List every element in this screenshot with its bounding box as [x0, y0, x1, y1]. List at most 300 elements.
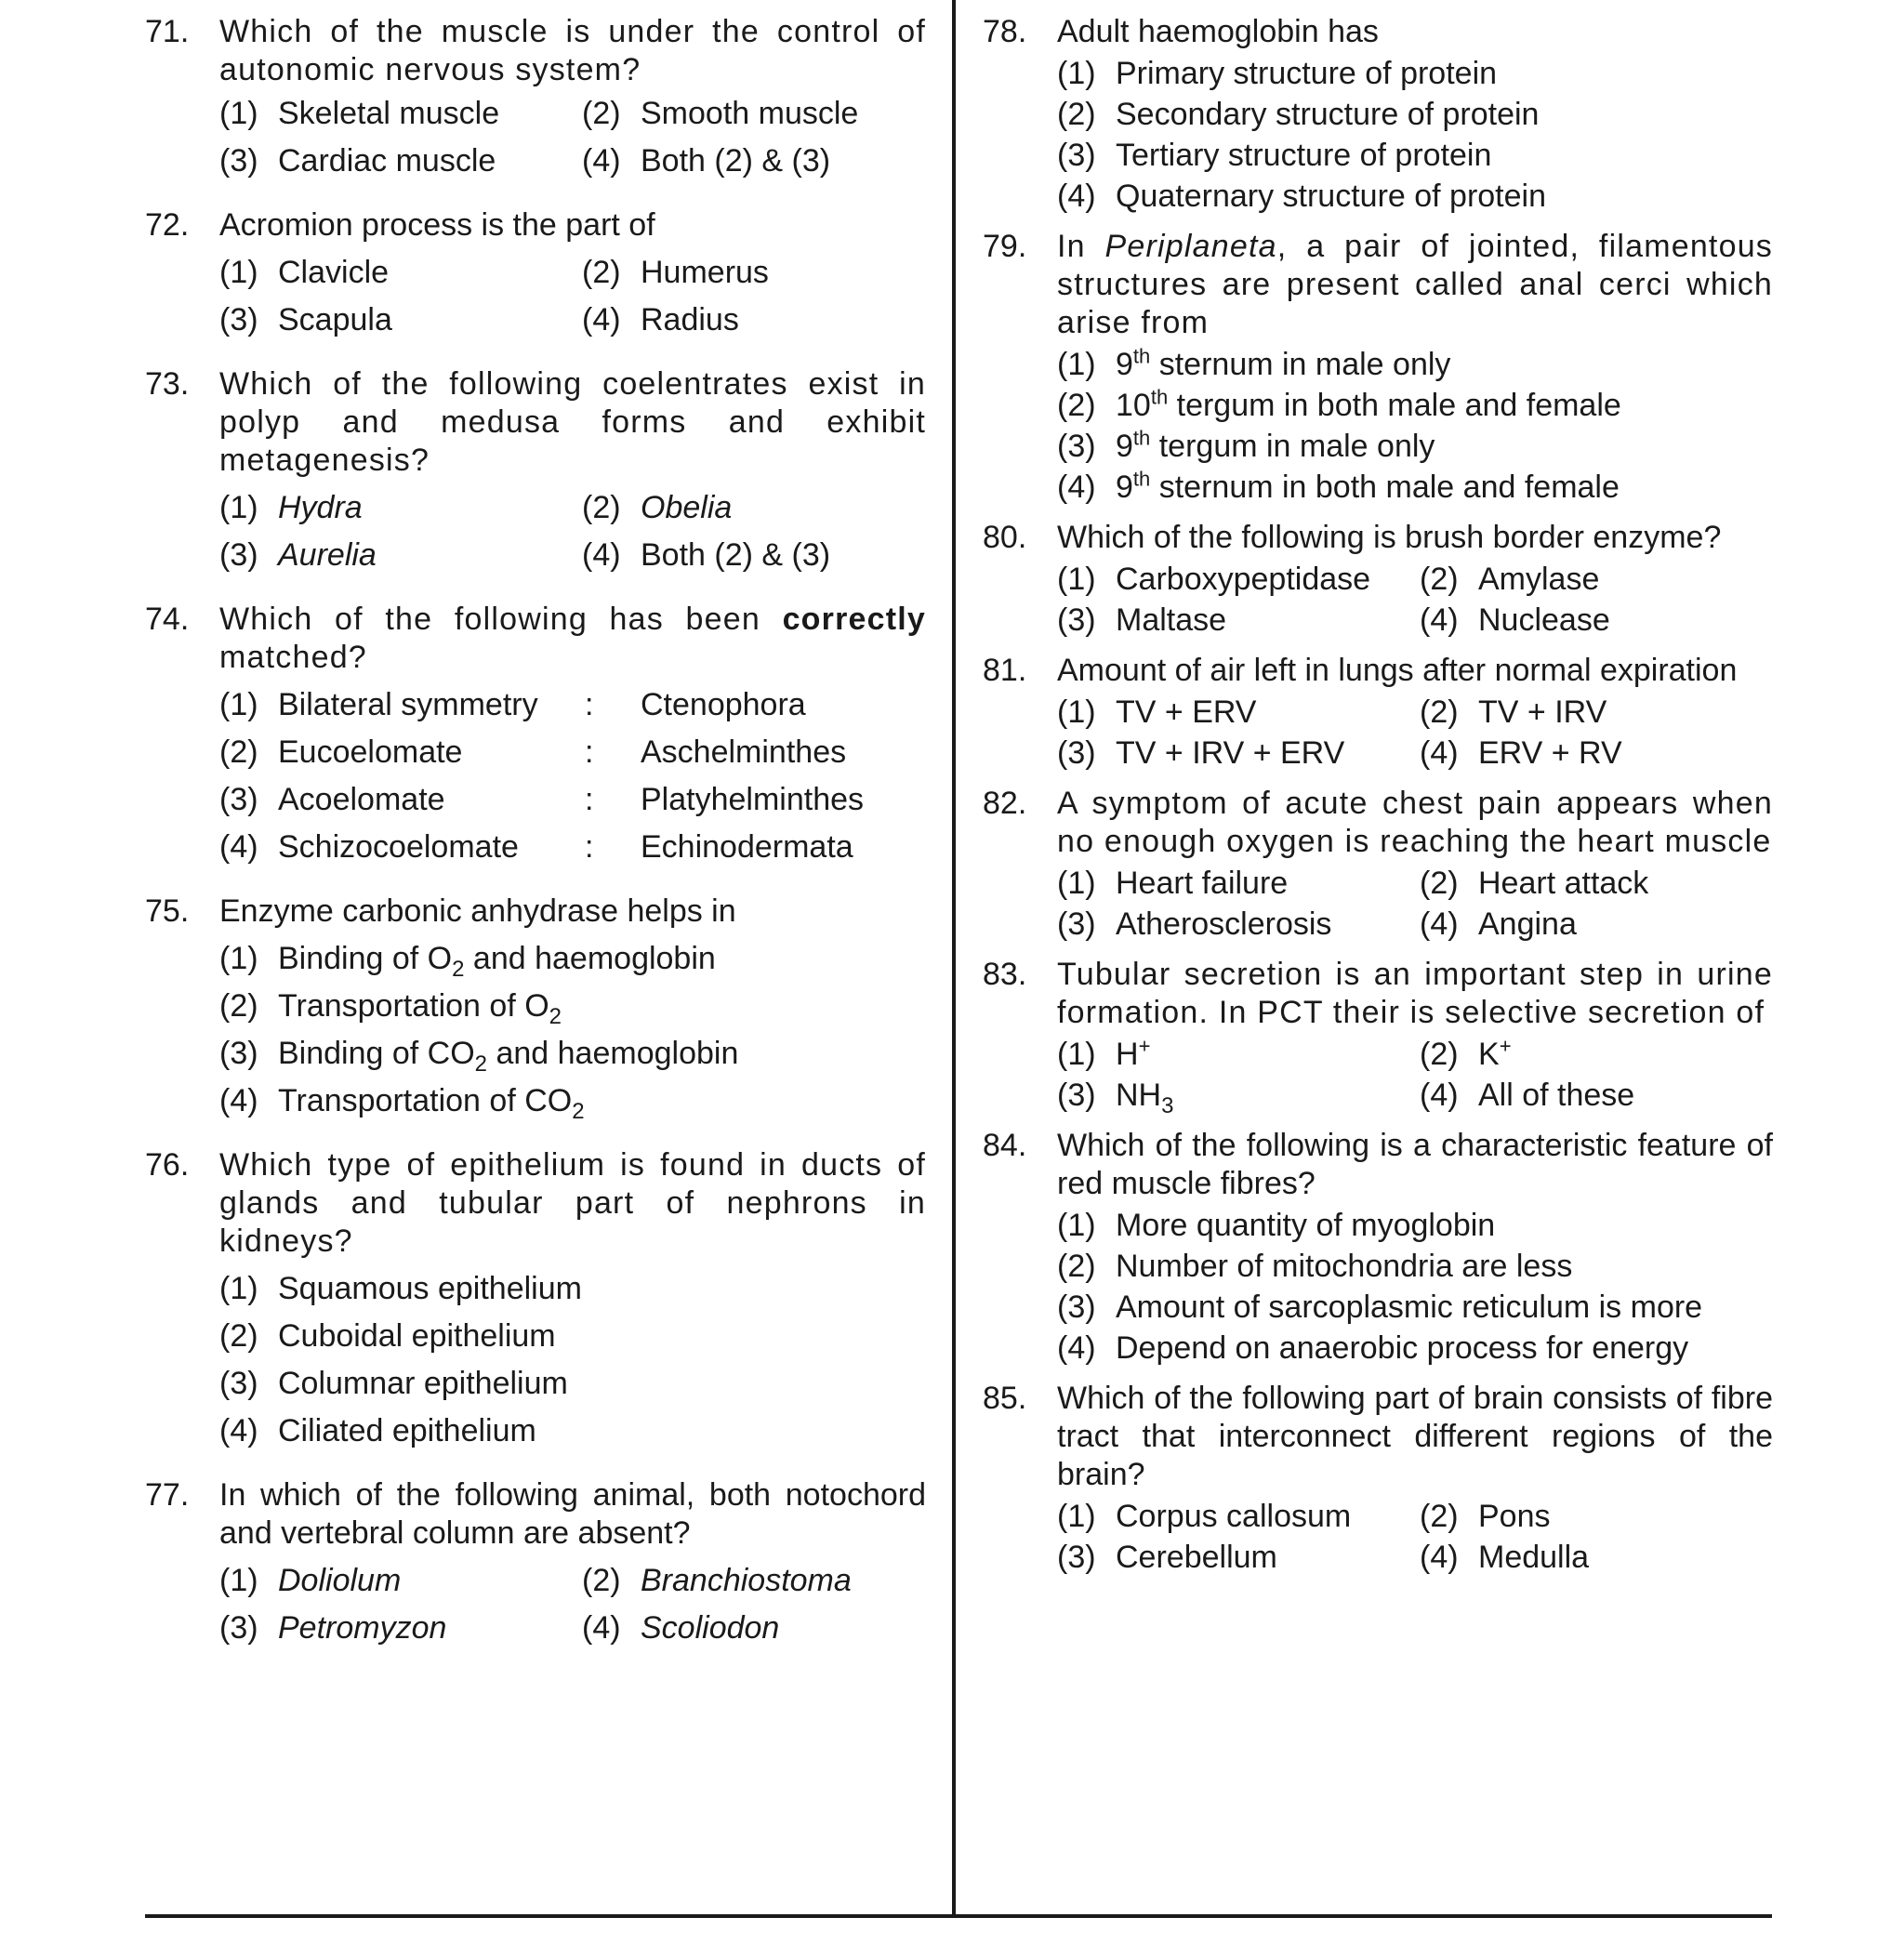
option-text-main: Depend on anaerobic process for energy — [1116, 1330, 1689, 1366]
option — [219, 142, 582, 190]
question-text-main: Which of the following is brush border enzyme? — [1057, 520, 1722, 555]
superscript: + — [1499, 1034, 1512, 1058]
question — [983, 1127, 1773, 1370]
subscript: 2 — [549, 1003, 562, 1029]
option-number: (1) — [1057, 1037, 1096, 1072]
question — [983, 652, 1773, 775]
option-number: (3) — [219, 302, 258, 337]
subscript: 2 — [474, 1051, 488, 1077]
option-text — [1116, 97, 1539, 132]
options — [1057, 865, 1773, 946]
option-text — [641, 255, 769, 290]
option-text — [1116, 1330, 1688, 1366]
option-text — [278, 302, 392, 337]
option-text-main: Heart failure — [1116, 866, 1289, 901]
option-number: (4) — [582, 537, 621, 573]
question-text-main: Amount of air left in lungs after normal expiration — [1057, 653, 1738, 688]
option — [1057, 1248, 1773, 1289]
option-number: (4) — [1420, 1078, 1459, 1113]
option — [219, 1609, 582, 1657]
question-text — [219, 1476, 926, 1553]
option-number: (4) — [219, 1413, 258, 1448]
option-text — [1116, 56, 1497, 91]
option-text — [1478, 1540, 1589, 1575]
question-text — [219, 13, 926, 89]
option — [219, 301, 582, 349]
option — [219, 536, 582, 584]
option-text-rest: tergum in male only — [1150, 429, 1435, 464]
question-text — [1057, 785, 1773, 861]
option — [1057, 96, 1773, 137]
question-number: 85. — [983, 1381, 1027, 1416]
question-number: 82. — [983, 786, 1027, 821]
option-text — [1116, 1249, 1572, 1284]
question-number: 73. — [145, 366, 190, 402]
option-text — [1116, 179, 1546, 214]
question-text-main: Which of the following part of brain consists of fibre tract that interconnect different regions of the brain? — [1057, 1381, 1773, 1492]
option-number: (2) — [1420, 1499, 1459, 1534]
match-separator: : — [585, 782, 594, 817]
option-text — [278, 1271, 582, 1306]
superscript: + — [1138, 1034, 1151, 1058]
question-text — [1057, 13, 1773, 51]
option-text-main: Atherosclerosis — [1116, 906, 1332, 942]
question-text — [1057, 519, 1773, 557]
match-term: Schizocoelomate — [278, 829, 519, 865]
question-text-main: Which type of epithelium is found in ducts of glands and tubular part of nephrons in kidneys? — [219, 1147, 926, 1259]
option — [1057, 469, 1773, 509]
superscript: th — [1132, 344, 1151, 368]
option-number: (2) — [219, 734, 258, 770]
match-answer: Echinodermata — [641, 829, 853, 865]
option-text — [278, 1318, 556, 1354]
option-text — [278, 1413, 536, 1448]
options — [219, 95, 926, 190]
question-text-main: Adult haemoglobin has — [1057, 14, 1379, 49]
left-column — [145, 13, 926, 1657]
subscript: 2 — [572, 1098, 585, 1124]
question-text-main: Enzyme carbonic anhydrase helps in — [219, 893, 736, 929]
option-text-main: Humerus — [641, 255, 769, 290]
option — [1057, 694, 1420, 734]
option-text — [278, 1366, 568, 1401]
option-text-main: All of these — [1478, 1078, 1635, 1113]
option — [1057, 1036, 1420, 1077]
option-number: (4) — [219, 1083, 258, 1118]
option-text-rest: and haemoglobin — [464, 941, 716, 976]
match-answer: Platyhelminthes — [641, 782, 865, 817]
question-text-before: In — [1057, 229, 1105, 264]
option-text-rest: tergum in both male and female — [1168, 388, 1621, 423]
option — [582, 254, 926, 301]
option-text-main: Angina — [1478, 906, 1577, 942]
option-text — [1478, 602, 1610, 638]
question-number: 81. — [983, 653, 1027, 688]
question-text — [1057, 956, 1773, 1032]
option-number: (3) — [219, 1366, 258, 1401]
option — [1420, 694, 1773, 734]
question-text — [219, 206, 926, 245]
option-text-main: Quaternary structure of protein — [1116, 179, 1547, 214]
option-text — [1116, 138, 1491, 173]
option-text — [1116, 469, 1620, 505]
option — [1057, 561, 1420, 602]
option-text-main: 9 — [1116, 347, 1133, 382]
options — [219, 940, 926, 1130]
option — [1057, 865, 1420, 906]
option-number: (1) — [219, 96, 258, 131]
option-text-main: Corpus callosum — [1116, 1499, 1352, 1534]
option-number: (4) — [582, 143, 621, 179]
options — [1057, 346, 1773, 509]
option — [1420, 1036, 1773, 1077]
option-number: (4) — [1420, 735, 1459, 771]
match-row — [219, 828, 926, 876]
option — [1057, 906, 1420, 946]
option-text-main: Nuclease — [1478, 602, 1610, 638]
option-text — [278, 143, 496, 179]
option-text — [278, 96, 499, 131]
question-text — [1057, 652, 1773, 690]
option — [219, 1412, 926, 1460]
option-text-main: Branchiostoma — [641, 1563, 852, 1598]
option-text-main: Secondary structure of protein — [1116, 97, 1540, 132]
option-text-main: Transportation of O — [278, 988, 549, 1024]
option-text-main: Maltase — [1116, 602, 1227, 638]
option-number: (3) — [1057, 602, 1096, 638]
option-text-main: 9 — [1116, 469, 1133, 505]
options — [219, 489, 926, 584]
option-text — [1116, 344, 1451, 382]
option-number: (2) — [1420, 694, 1459, 730]
option-text-main: Scapula — [278, 302, 392, 337]
question — [145, 13, 926, 190]
option — [1057, 734, 1420, 775]
option-text-main: Radius — [641, 302, 739, 337]
question-text — [219, 893, 926, 931]
option-number: (1) — [1057, 56, 1096, 91]
option-number: (3) — [219, 1036, 258, 1071]
option-text — [1116, 1034, 1151, 1072]
option — [582, 1562, 926, 1609]
option-number: (4) — [1057, 1330, 1096, 1366]
option-text — [1478, 735, 1622, 771]
question-text-main: Which of the following coelentrates exist in polyp and medusa forms and exhibit metagenesis? — [219, 366, 926, 478]
question — [145, 893, 926, 1130]
option-text-main: Squamous epithelium — [278, 1271, 582, 1306]
option — [1420, 561, 1773, 602]
option — [219, 940, 926, 987]
option-text-main: 9 — [1116, 429, 1133, 464]
subscript: 2 — [452, 956, 465, 982]
option-text — [1478, 1499, 1551, 1534]
option-number: (1) — [219, 1271, 258, 1306]
option-text-main: H — [1116, 1037, 1139, 1072]
question — [145, 365, 926, 584]
option-number: (3) — [1057, 735, 1096, 771]
option-number: (3) — [1057, 1289, 1096, 1325]
option-text-main: Both (2) & (3) — [641, 143, 831, 179]
options — [219, 1562, 926, 1657]
option-number: (1) — [1057, 1499, 1096, 1534]
option-number: (2) — [582, 1563, 621, 1598]
question-number: 83. — [983, 957, 1027, 992]
option-number: (1) — [1057, 1208, 1096, 1243]
question-text — [1057, 228, 1773, 342]
option-text-main: Both (2) & (3) — [641, 537, 831, 573]
option-text-main: More quantity of myoglobin — [1116, 1208, 1496, 1243]
option-text — [1116, 1208, 1495, 1243]
question-number: 71. — [145, 14, 190, 49]
option-number: (3) — [1057, 138, 1096, 173]
option — [582, 1609, 926, 1657]
option-text-main: Number of mitochondria are less — [1116, 1249, 1573, 1284]
question-text — [219, 1146, 926, 1261]
question-text — [219, 365, 926, 480]
superscript: th — [1132, 426, 1151, 450]
option-text-main: Ciliated epithelium — [278, 1413, 536, 1448]
option-number: (1) — [219, 941, 258, 976]
question — [145, 206, 926, 349]
option-number: (2) — [219, 1318, 258, 1354]
option — [219, 987, 926, 1035]
option-text — [278, 490, 363, 525]
question — [983, 13, 1773, 218]
option — [1420, 906, 1773, 946]
option-number: (2) — [1057, 97, 1096, 132]
option-text — [1116, 1078, 1174, 1118]
option-text-main: Amylase — [1478, 562, 1600, 597]
question-number: 75. — [145, 893, 190, 929]
question — [983, 785, 1773, 946]
option — [1057, 1539, 1420, 1580]
option-number: (1) — [1057, 694, 1096, 730]
option-text — [1116, 1289, 1702, 1325]
option-text — [1478, 1078, 1634, 1113]
option — [1420, 865, 1773, 906]
option-text — [1116, 735, 1344, 771]
option-number: (4) — [582, 302, 621, 337]
option — [219, 1270, 926, 1317]
option-text — [1116, 1499, 1351, 1534]
option-number: (4) — [582, 1610, 621, 1646]
option-text — [1116, 866, 1288, 901]
option — [1420, 1077, 1773, 1117]
option — [1057, 1289, 1773, 1329]
option-text — [1116, 562, 1370, 597]
question-text-main: Acromion process is the part of — [219, 207, 655, 243]
subscript: 3 — [1161, 1092, 1174, 1118]
option-text-main: Binding of O — [278, 941, 453, 976]
bottom-rule — [145, 1914, 1772, 1918]
option-text — [641, 1563, 852, 1598]
option-text — [641, 143, 830, 179]
option-text-main: Aurelia — [278, 537, 377, 573]
option-number: (4) — [1420, 906, 1459, 942]
option-text-main: Heart attack — [1478, 866, 1649, 901]
match-row — [219, 781, 926, 828]
question-number: 80. — [983, 520, 1027, 555]
option-number: (3) — [1057, 1078, 1096, 1113]
option-number: (1) — [219, 1563, 258, 1598]
question-number: 77. — [145, 1477, 190, 1513]
option-text — [1478, 906, 1577, 942]
option-text-main: Tertiary structure of protein — [1116, 138, 1492, 173]
question-text-main: Tubular secretion is an important step in urine formation. In PCT their is selective secretion of — [1057, 957, 1773, 1030]
option — [582, 301, 926, 349]
option-text-rest: and haemoglobin — [487, 1036, 739, 1071]
option-text — [278, 1083, 585, 1124]
match-answer: Ctenophora — [641, 687, 806, 722]
option-text-main: Doliolum — [278, 1563, 402, 1598]
superscript: th — [1150, 385, 1169, 409]
option-text-main: Clavicle — [278, 255, 390, 290]
option-text — [278, 988, 562, 1029]
option-text-main: Carboxypeptidase — [1116, 562, 1371, 597]
option-number: (3) — [219, 782, 258, 817]
option-text-rest: sternum in both male and female — [1150, 469, 1620, 505]
question-text-main: A symptom of acute chest pain appears when no enough oxygen is reaching the heart muscle — [1057, 786, 1773, 859]
option-text-main: Cuboidal epithelium — [278, 1318, 556, 1354]
question-text-main: Which of the muscle is under the control of autonomic nervous system? — [219, 14, 926, 87]
option — [219, 489, 582, 536]
option-text — [1478, 1034, 1512, 1072]
option-text — [1116, 906, 1331, 942]
question-text-main: In which of the following animal, both notochord and vertebral column are absent? — [219, 1477, 926, 1551]
option-text — [278, 537, 377, 573]
option-number: (2) — [1420, 562, 1459, 597]
right-column — [983, 13, 1773, 1580]
option-text-rest: sternum in male only — [1150, 347, 1451, 382]
option-text-main: Scoliodon — [641, 1610, 780, 1646]
option-text-main: K — [1478, 1037, 1500, 1072]
option-number: (1) — [1057, 347, 1096, 382]
options — [1057, 694, 1773, 775]
question — [145, 1146, 926, 1460]
option — [1057, 137, 1773, 178]
question-text — [219, 601, 926, 677]
match-separator: : — [585, 734, 594, 770]
option-number: (1) — [1057, 562, 1096, 597]
option-text — [1478, 694, 1606, 730]
options — [219, 686, 926, 876]
question-number: 74. — [145, 602, 190, 637]
option-number: (1) — [219, 687, 258, 722]
question-text-main: Which of the following is a characteristic feature of red muscle fibres? — [1057, 1128, 1773, 1201]
option-number: (2) — [1057, 1249, 1096, 1284]
option-text-main: Petromyzon — [278, 1610, 447, 1646]
match-term: Bilateral symmetry — [278, 687, 538, 722]
option-text — [1116, 694, 1257, 730]
question-text-bold: correctly — [782, 602, 926, 637]
option-number: (4) — [219, 829, 258, 865]
option-text-main: Primary structure of protein — [1116, 56, 1498, 91]
option — [1057, 428, 1773, 469]
options — [1057, 1498, 1773, 1580]
option-text-main: TV + ERV — [1116, 694, 1257, 730]
option-text-main: NH — [1116, 1078, 1162, 1113]
options — [219, 1270, 926, 1460]
option — [219, 1035, 926, 1082]
option — [1057, 1329, 1773, 1370]
option-number: (2) — [582, 255, 621, 290]
question-text-italic: Periplaneta — [1104, 229, 1277, 264]
option — [1420, 1539, 1773, 1580]
option — [219, 1365, 926, 1412]
option — [582, 95, 926, 142]
option-text — [641, 96, 858, 131]
option-number: (2) — [582, 96, 621, 131]
option-text — [1116, 1540, 1277, 1575]
option-number: (4) — [1420, 602, 1459, 638]
option — [1057, 602, 1420, 642]
question-text-after: , a pair of jointed, filamentous structures are present called anal cerci which arise from — [1057, 229, 1773, 340]
column-divider — [952, 0, 956, 1917]
option-text-main: Columnar epithelium — [278, 1366, 568, 1401]
match-term: Eucoelomate — [278, 734, 463, 770]
options — [1057, 1207, 1773, 1370]
option-text — [278, 1036, 739, 1077]
question — [983, 956, 1773, 1117]
option-text-main: Obelia — [641, 490, 733, 525]
option-text-main: Amount of sarcoplasmic reticulum is more — [1116, 1289, 1703, 1325]
question-number: 76. — [145, 1147, 190, 1183]
option-text-main: Skeletal muscle — [278, 96, 500, 131]
option-number: (1) — [1057, 866, 1096, 901]
option-text — [1478, 562, 1599, 597]
option — [1057, 387, 1773, 428]
question — [983, 519, 1773, 642]
option-text-main: Cardiac muscle — [278, 143, 496, 179]
option-number: (2) — [582, 490, 621, 525]
option-text — [641, 302, 739, 337]
option-number: (2) — [1057, 388, 1096, 423]
option-text — [1478, 866, 1648, 901]
match-separator: : — [585, 829, 594, 865]
option — [582, 142, 926, 190]
option-number: (3) — [219, 1610, 258, 1646]
match-answer: Aschelminthes — [641, 734, 847, 770]
option-number: (3) — [219, 143, 258, 179]
option — [1057, 346, 1773, 387]
option-text-main: Hydra — [278, 490, 363, 525]
option — [1057, 55, 1773, 96]
option-number: (3) — [219, 537, 258, 573]
option-number: (4) — [1420, 1540, 1459, 1575]
option — [219, 1317, 926, 1365]
option — [219, 95, 582, 142]
question — [145, 601, 926, 876]
option — [1420, 602, 1773, 642]
option-text-main: Pons — [1478, 1499, 1551, 1534]
question-number: 84. — [983, 1128, 1027, 1163]
question-text-after: matched? — [219, 640, 367, 675]
option — [582, 489, 926, 536]
option — [1057, 1207, 1773, 1248]
question-number: 79. — [983, 229, 1027, 264]
option — [219, 1082, 926, 1130]
option-text-main: TV + IRV — [1478, 694, 1607, 730]
option-text-main: ERV + RV — [1478, 735, 1622, 771]
option — [1057, 1498, 1420, 1539]
option-text — [1116, 385, 1621, 423]
options — [219, 254, 926, 349]
options — [1057, 55, 1773, 218]
question-text — [1057, 1127, 1773, 1203]
option-text — [278, 1610, 446, 1646]
option-number: (3) — [1057, 1540, 1096, 1575]
superscript: th — [1132, 467, 1151, 491]
